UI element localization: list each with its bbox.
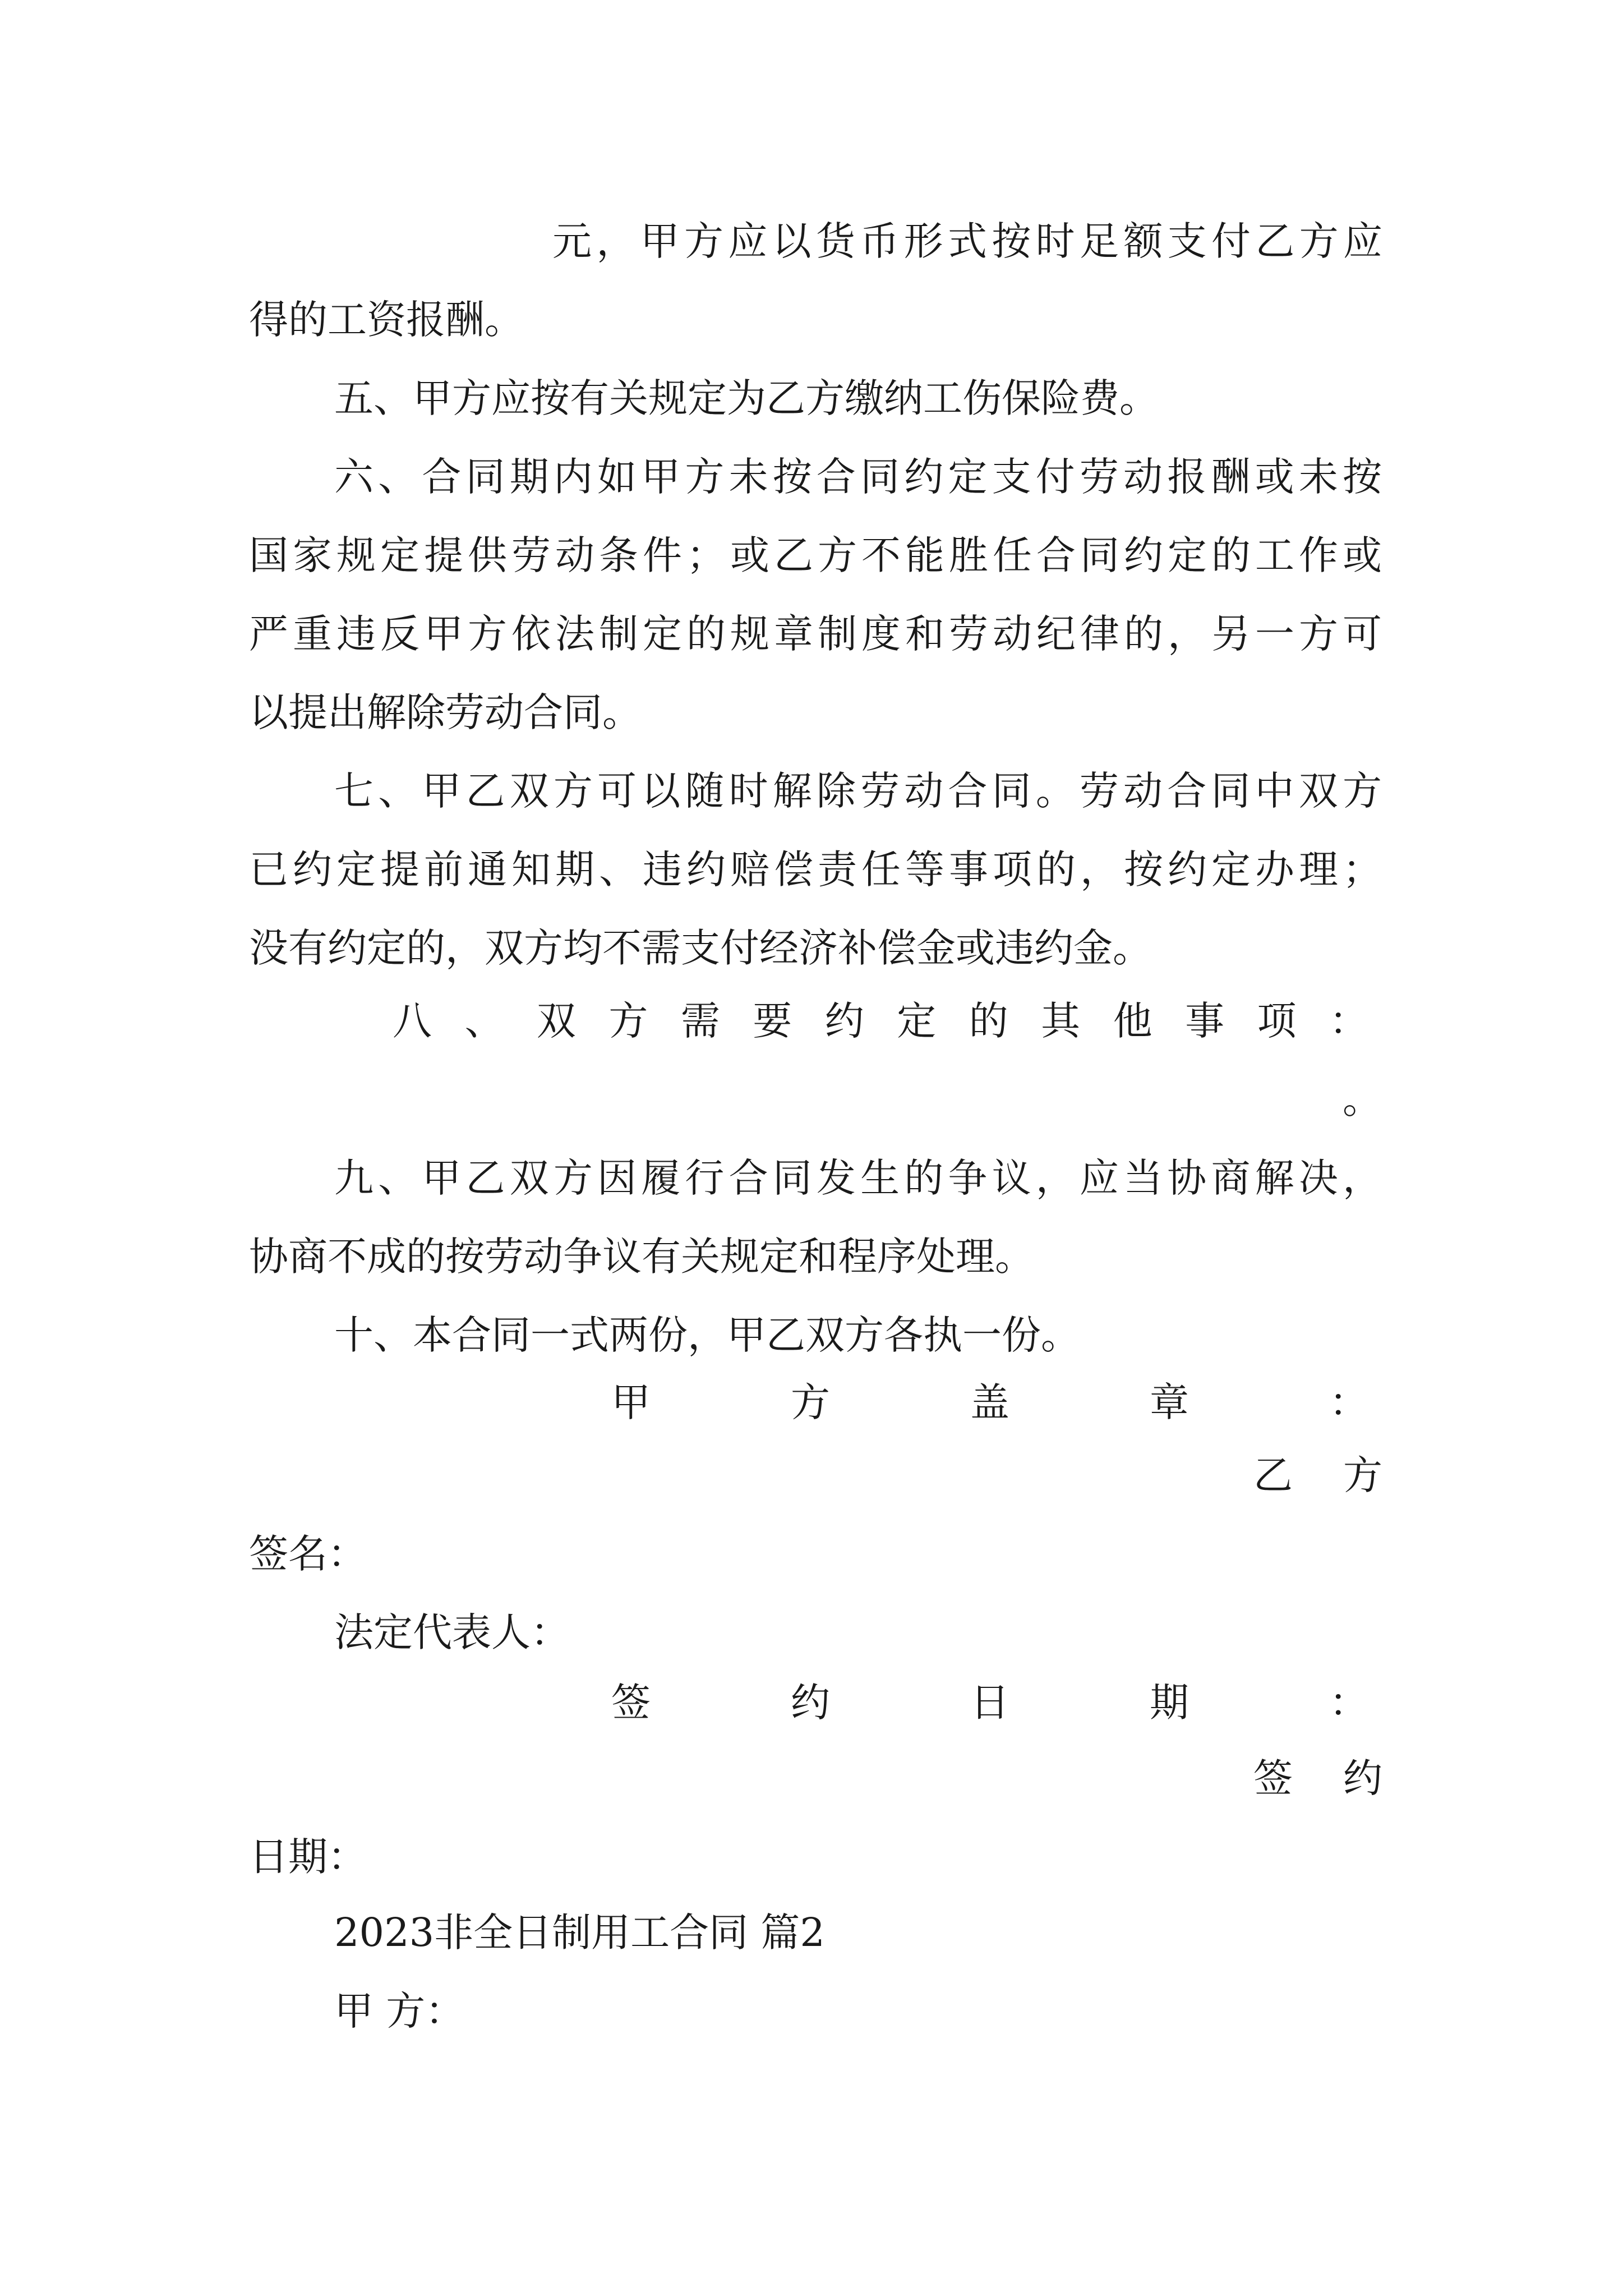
clause-9: 九、甲乙双方因履行合同发生的争议，应当协商解决，	[334, 1155, 1382, 1201]
date-label: 日期：	[249, 1834, 367, 1880]
signature-label: 签名：	[249, 1531, 367, 1577]
section-heading: 2023非全日制用工合同 篇2	[334, 1910, 825, 1955]
clause-6: 六、合同期内如甲方未按合同约定支付劳动报酬或未按	[334, 454, 1382, 500]
clause-7: 七、甲乙双方可以随时解除劳动合同。劳动合同中双方	[334, 768, 1382, 814]
clause-5: 五、甲方应按有关规定为乙方缴纳工伤保险费。	[334, 375, 1159, 421]
text-line: 国家规定提供劳动条件；或乙方不能胜任合同约定的工作或	[249, 532, 1382, 578]
party-b-label: 乙方	[1253, 1452, 1382, 1498]
signing-date-label: 签约日期：	[611, 1680, 1368, 1726]
text-line: 得的工资报酬。	[249, 297, 524, 343]
text-line: 元，甲方应以货币形式按时足额支付乙方应	[552, 218, 1382, 264]
text-line: 已约定提前通知期、违约赔偿责任等事项的，按约定办理；	[249, 846, 1382, 892]
party-a-seal-label: 甲方盖章：	[611, 1379, 1368, 1425]
party-a-label: 甲 方：	[334, 1988, 465, 2034]
text-line: 。	[1343, 1076, 1382, 1122]
text-line: 协商不成的按劳动争议有关规定和程序处理。	[249, 1234, 1034, 1280]
clause-10: 十、本合同一式两份，甲乙双方各执一份。	[334, 1312, 1080, 1358]
text-line: 没有约定的，双方均不需支付经济补偿金或违约金。	[249, 925, 1152, 971]
signing-label: 签约	[1253, 1755, 1382, 1801]
text-line: 严重违反甲方依法制定的规章制度和劳动纪律的，另一方可	[249, 611, 1382, 657]
legal-representative-label: 法定代表人：	[334, 1609, 570, 1655]
text-line: 以提出解除劳动合同。	[249, 689, 642, 735]
clause-8: 八、双方需要约定的其他事项：	[393, 998, 1368, 1044]
